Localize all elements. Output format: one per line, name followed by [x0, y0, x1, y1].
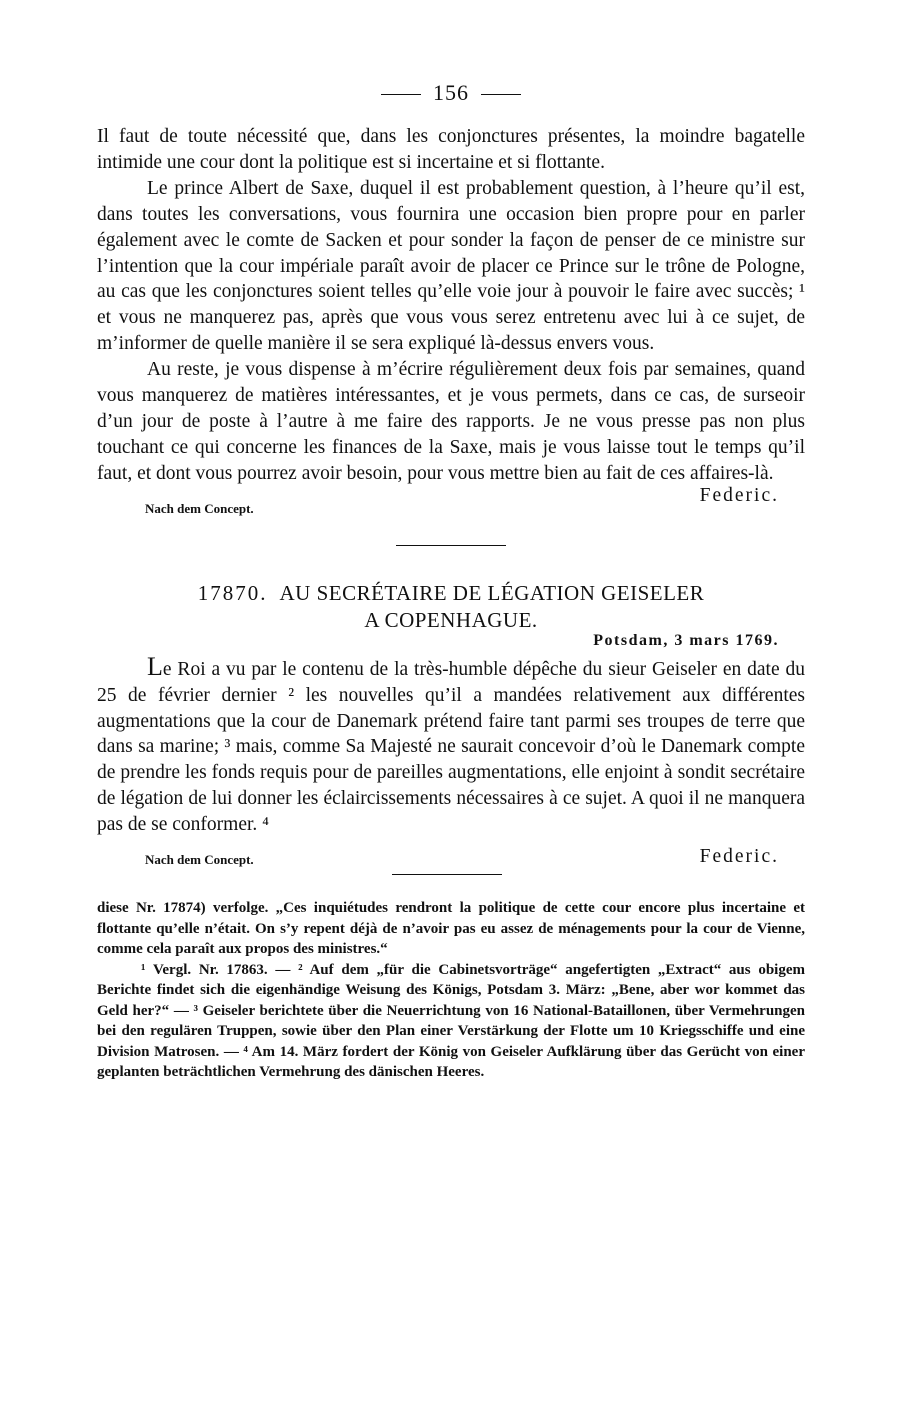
initial-letter: L: [147, 651, 163, 681]
paragraph-3: Au reste, je vous dispense à m’écrire régulièrement deux fois par semaines, quand vous manquerez de matières intéressantes, et je vous permets, dans ce cas, de surseoir d’un jour de poste à l’autre à me faire des rapports. Je ne vous presse pas non plus touchant ce qui concerne les finances de la Saxe, mais je vous laisse tout le temps qu’il faut, et dont vous pourrez avoir besoin, pour vous mettre bien au fait de ces affaires-là.: [97, 359, 805, 484]
footnote-continuation: diese Nr. 17874) verfolge. „Ces inquiétudes rendront la politique de cette cour encore plus incertaine et flottante qu’elle n’était. On s’y repent déjà de n’avoir pas eu assez de ménagements pour la cour de Vienne, comme cela paraît aux propos des ministres.“: [97, 900, 805, 958]
signature-1: Federic.: [699, 484, 779, 506]
section-title: [97, 580, 805, 634]
signature-row-2: [97, 844, 805, 878]
footnotes: [97, 898, 805, 1083]
title-line-2: A COPENHAGUE.: [364, 607, 538, 632]
letter-body: [97, 651, 805, 838]
paragraph-1: Il faut de toute nécessité que, dans les conjonctures présentes, la moindre bagatelle intimide une cour dont la politique est si incertaine et si flottante.: [97, 126, 805, 173]
source-note-2: Nach dem Concept.: [145, 852, 254, 868]
end-divider: [392, 874, 502, 875]
document-page: [97, 80, 805, 1083]
header-dash-right: [481, 94, 521, 95]
signature-2: Federic.: [699, 846, 779, 868]
paragraph-2: Le prince Albert de Saxe, duquel il est probablement question, à l’heure qu’il est, dans toutes les conversations, vous fournira une occasion bien propre pour en parler également avec le comte de Sacken et pour sonder la façon de penser de ce ministre sur l’intention que la cour impériale paraît avoir de placer ce Prince sur le trône de Pologne, au cas que les conjonctures soient telles qu’elle voie jour à pouvoir le faire avec succès; ¹ et vous ne manquerez pas, après que vous vous serez entretenu avec lui à ce sujet, de m’informer de quelle manière il se sera expliqué là-dessus envers vous.: [97, 177, 805, 355]
source-note-1: Nach dem Concept.: [145, 500, 254, 516]
letter-body-text: e Roi a vu par le contenu de la très-humble dépêche du sieur Geiseler en date du 25 de février dernier ² les nouvelles qu’il a mandées relativement aux différentes augmentations que la cour de Danemark prétend faire tant parmi ses troupes de terre que dans sa marine; ³ mais, comme Sa Majesté ne saurait concevoir d’où le Danemark compte de prendre les fonds requis pour de pareilles augmentations, elle enjoint à sondit secrétaire de légation de lui donner les éclaircissements nécessaires à ce sujet. A quoi il ne manquera pas de se conformer. ⁴: [97, 658, 805, 836]
section-divider: [396, 545, 506, 546]
letter-number: 17870.: [197, 580, 268, 605]
title-line-1: AU SECRÉTAIRE DE LÉGATION GEISELER: [279, 580, 705, 605]
place-date: Potsdam, 3 mars 1769.: [593, 631, 779, 649]
page-header: [97, 80, 805, 106]
header-dash-left: [381, 94, 421, 95]
page-number: 156: [433, 80, 469, 105]
signature-row-1: [97, 484, 805, 521]
footnote-list: ¹ Vergl. Nr. 17863. — ² Auf dem „für die Cabinetsvorträge“ angefertigten „Extract“ aus obigem Berichte findet sich die eigenhändige Weisung des Königs, Potsdam 3. März: „Bene, aber wor kommet das Geld her?“ — ³ Geiseler berichtete über die Neuerrichtung von 16 National-Bataillonen, über Vermehrungen bei den regulären Truppen, sowie über den Plan einer Verstärkung der Flotte um 10 Kriegsschiffe und eine Division Matrosen. — ⁴ Am 14. März fordert der König von Geiseler Aufklärung über das Gerücht von einer geplanten beträchtlichen Vermehrung des dänischen Heeres.: [97, 961, 805, 1081]
